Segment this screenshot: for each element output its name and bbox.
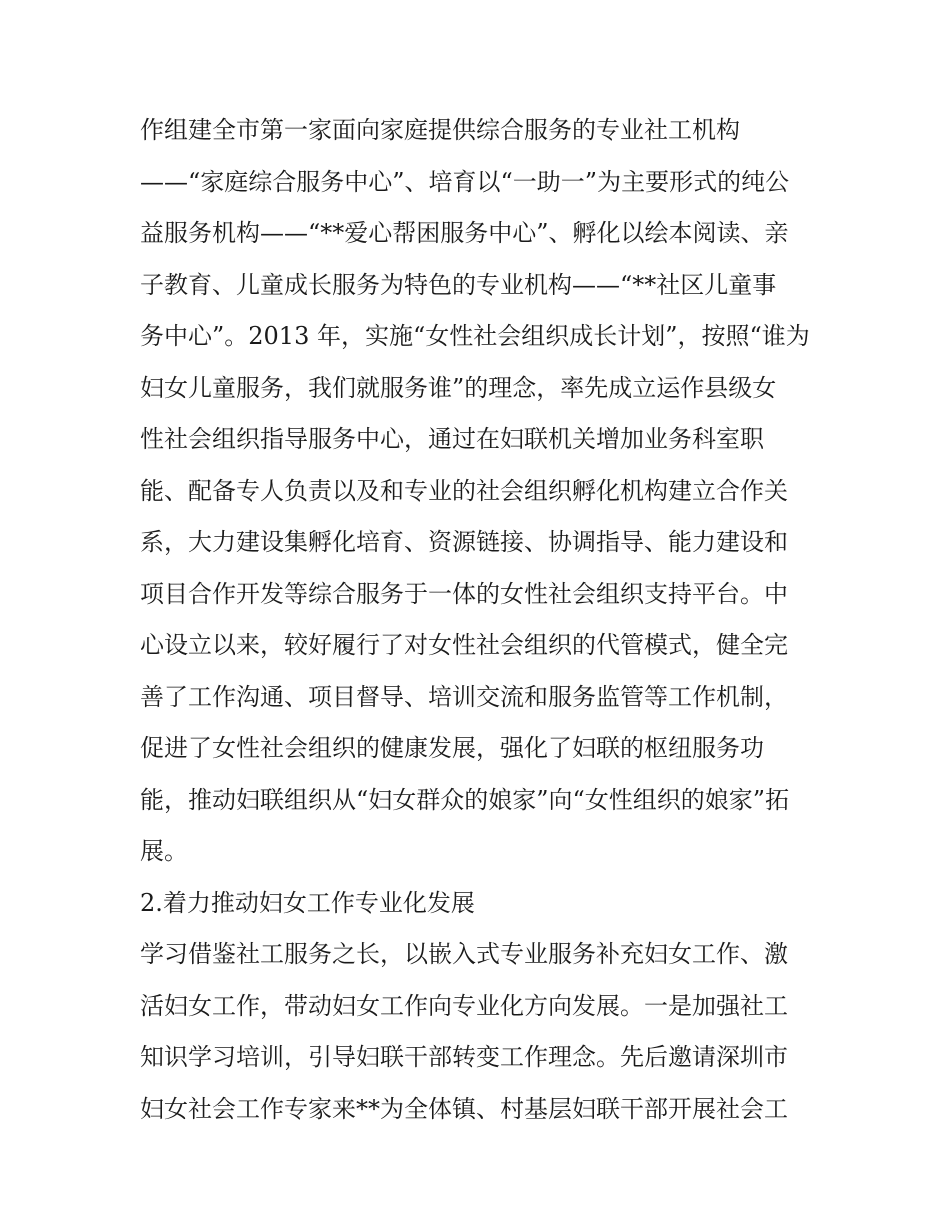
text-line: 务中心”。2013 年，实施“女性社会组织成长计划”，按照“谁为 — [140, 322, 810, 350]
section-heading: 2.着力推动妇女工作专业化发展 — [140, 889, 475, 917]
text-line: 学习借鉴社工服务之长，以嵌入式专业服务补充妇女工作、激 — [140, 940, 788, 968]
text-line: 作组建全市第一家面向家庭提供综合服务的专业社工机构 — [140, 116, 740, 144]
text-line: 系，大力建设集孵化培育、资源链接、协调指导、能力建设和 — [140, 528, 788, 556]
text-line: 心设立以来，较好履行了对女性社会组织的代管模式，健全完 — [140, 631, 788, 659]
text-line: 项目合作开发等综合服务于一体的女性社会组织支持平台。中 — [140, 580, 788, 608]
text-line: 善了工作沟通、项目督导、培训交流和服务监管等工作机制， — [140, 683, 788, 711]
text-line: 展。 — [140, 837, 188, 865]
text-line: 性社会组织指导服务中心，通过在妇联机关增加业务科室职 — [140, 425, 764, 453]
text-line: 益服务机构——“**爱心帮困服务中心”、孵化以绘本阅读、亲 — [140, 219, 789, 247]
text-line: 活妇女工作，带动妇女工作向专业化方向发展。一是加强社工 — [140, 992, 788, 1020]
text-line: 妇女儿童服务，我们就服务谁”的理念，率先成立运作县级女 — [140, 374, 777, 402]
text-line: 能、配备专人负责以及和专业的社会组织孵化机构建立合作关 — [140, 477, 788, 505]
text-line: 知识学习培训，引导妇联干部转变工作理念。先后邀请深圳市 — [140, 1043, 788, 1071]
text-line: 妇女社会工作专家来**为全体镇、村基层妇联干部开展社会工 — [140, 1095, 788, 1123]
text-line: 子教育、儿童成长服务为特色的专业机构——“**社区儿童事 — [140, 271, 777, 299]
text-line: 促进了女性社会组织的健康发展，强化了妇联的枢纽服务功 — [140, 734, 764, 762]
text-line: ——“家庭综合服务中心”、培育以“一助一”为主要形式的纯公 — [140, 168, 790, 196]
text-line: 能，推动妇联组织从“妇女群众的娘家”向“女性组织的娘家”拓 — [140, 786, 790, 814]
